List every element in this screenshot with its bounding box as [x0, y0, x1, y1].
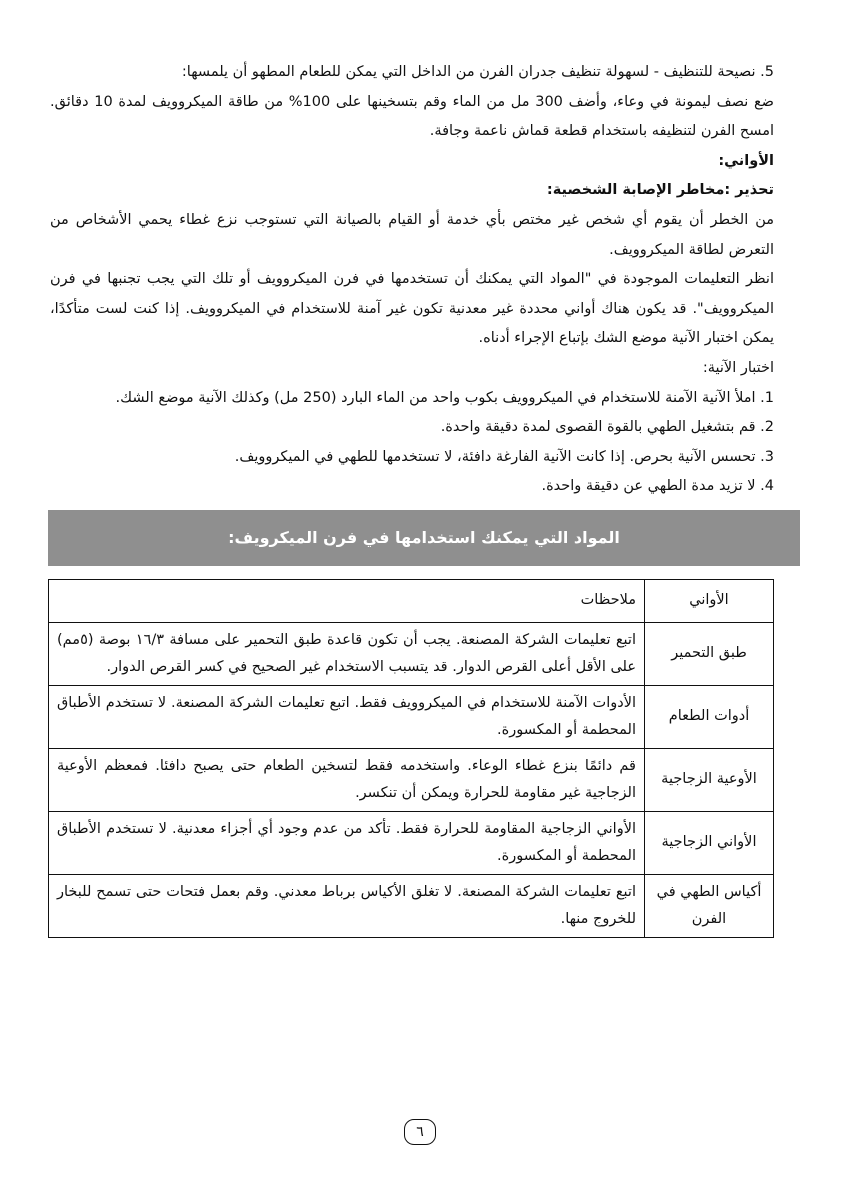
row-note: الأدوات الآمنة للاستخدام في الميكروويف فقط. اتبع تعليمات الشركة المصنعة. لا تستخدم الأطباق المحطمة أو المكسورة.: [49, 685, 645, 748]
materials-table: [48, 579, 774, 938]
table-row: [49, 874, 774, 937]
table-header-row: [49, 579, 774, 622]
utensils-guidance: انظر التعليمات الموجودة في "المواد التي يمكنك أن تستخدمها في فرن الميكروويف أو تلك التي يجب تجنبها في فرن الميكروويف". قد يكون هناك أواني محددة غير معدنية تكون غير آمنة للاستخدام في الميكروويف. إذا كنت لست متأكدًا، يمكن اختبار الآنية موضع الشك بإتباع الإجراء أدناه.: [50, 271, 774, 347]
test-step-3: 3. تحسس الآنية بحرص. إذا كانت الآنية الفارغة دافئة، لا تستخدمها للطهي في الميكروويف.: [234, 448, 774, 465]
row-note: اتبع تعليمات الشركة المصنعة. يجب أن تكون قاعدة طبق التحمير على مسافة ١٦/٣ بوصة (٥مم) على الأقل أعلى القرص الدوار. قد يتسبب الاستخدام غير الصحيح في كسر القرص الدوار.: [49, 622, 645, 685]
row-item: طبق التحمير: [645, 622, 774, 685]
row-note: اتبع تعليمات الشركة المصنعة. لا تغلق الأكياس برباط معدني. وقم بعمل فتحات حتى تسمح للبخار للخروج منها.: [49, 874, 645, 937]
cleaning-tip-body: ضع نصف ليمونة في وعاء، وأضف 300 مل من الماء وقم بتسخينها على 100% من طاقة الميكروويف لمدة 10 دقائق. امسح الفرن لتنظيفه باستخدام قطعة قماش ناعمة وجافة.: [50, 93, 774, 140]
page-number: ٦: [404, 1119, 436, 1145]
utensils-heading: الأواني:: [718, 152, 774, 169]
header-utensils: الأواني: [645, 579, 774, 622]
warning-body: من الخطر أن يقوم أي شخص غير مختص بأي خدمة أو القيام بالصيانة التي تستوجب نزع غطاء يحمي الأشخاص من التعرض لطاقة الميكروويف.: [50, 211, 774, 258]
cleaning-tip-heading: 5. نصيحة للتنظيف - لسهولة تنظيف جدران الفرن من الداخل التي يمكن للطعام المطهو أن يلمسها:: [181, 64, 774, 80]
row-item: أكياس الطهي في الفرن: [645, 874, 774, 937]
test-step-1: 1. املأ الآنية الآمنة للاستخدام في الميكروويف بكوب واحد من الماء البارد (250 مل) وكذلك الآنية موضع الشك.: [115, 389, 774, 406]
row-item: الأواني الزجاجية: [645, 811, 774, 874]
table-row: [49, 685, 774, 748]
row-item: الأوعية الزجاجية: [645, 748, 774, 811]
row-note: الأواني الزجاجية المقاومة للحرارة فقط. تأكد من عدم وجود أي أجزاء معدنية. لا تستخدم الأطباق المحطمة أو المكسورة.: [49, 811, 645, 874]
table-row: [49, 622, 774, 685]
instructions-text: [50, 58, 774, 502]
test-step-2: 2. قم بتشغيل الطهي بالقوة القصوى لمدة دقيقة واحدة.: [440, 419, 774, 436]
table-row: [49, 811, 774, 874]
row-note: قم دائمًا بنزع غطاء الوعاء. واستخدمه فقط لتسخين الطعام حتى يصبح دافئا. فمعظم الأوعية الزجاجية غير مقاومة للحرارة ويمكن أن تنكسر.: [49, 748, 645, 811]
section-title-band: المواد التي يمكنك استخدامها في فرن الميكرويف:: [48, 510, 800, 566]
warning-heading: تحذير :مخاطر الإصابة الشخصية:: [546, 182, 774, 199]
header-notes: ملاحظات: [49, 579, 645, 622]
row-item: أدوات الطعام: [645, 685, 774, 748]
utensil-test-heading: اختبار الآنية:: [702, 359, 774, 376]
table-row: [49, 748, 774, 811]
test-step-4: 4. لا تزيد مدة الطهي عن دقيقة واحدة.: [541, 478, 774, 495]
